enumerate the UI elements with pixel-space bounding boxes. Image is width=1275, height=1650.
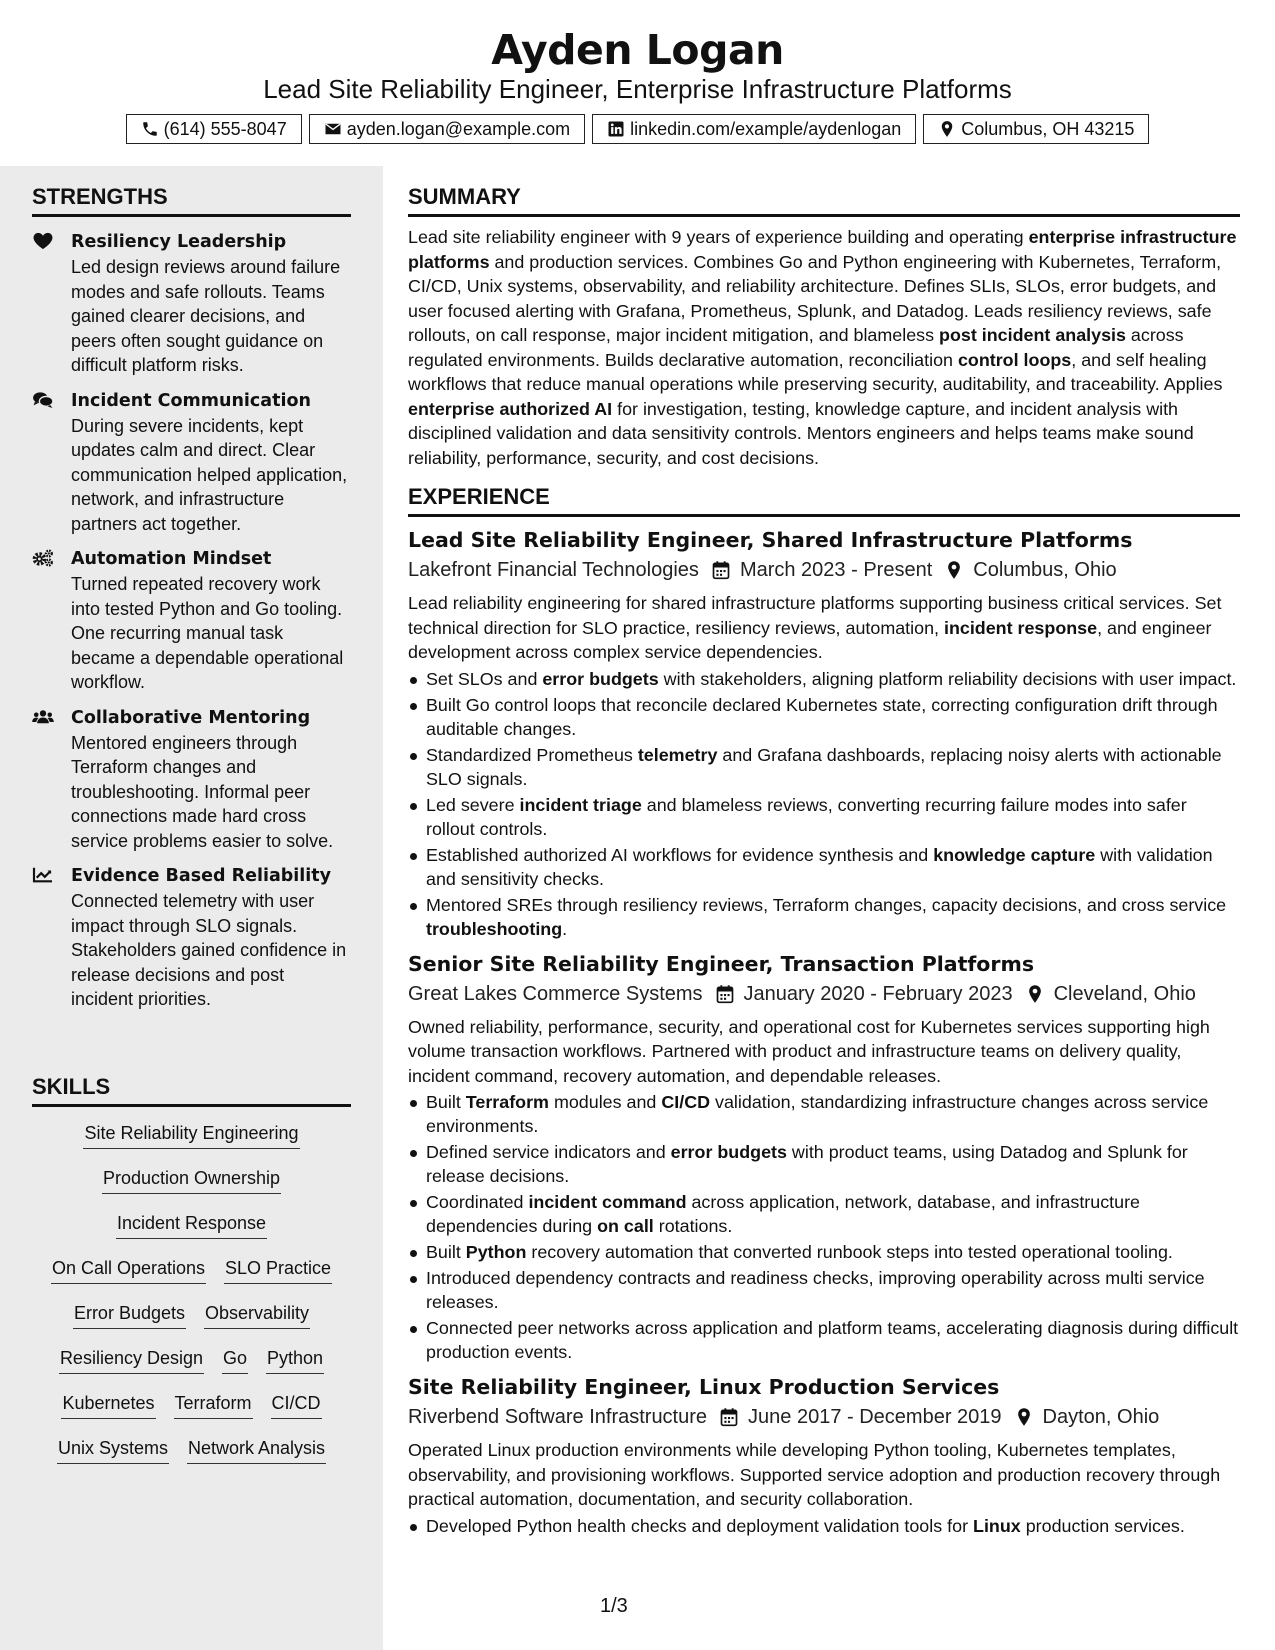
- resume-header: [0, 0, 1275, 166]
- job-bullet: Developed Python health checks and deployment validation tools for Linux production services.: [408, 1514, 1240, 1538]
- skill-tag: Network Analysis: [187, 1436, 326, 1464]
- contact-phone-text: (614) 555-8047: [163, 118, 287, 139]
- strength-item: [32, 863, 351, 1012]
- job-entry: [408, 525, 1240, 941]
- contact-linkedin[interactable]: [592, 114, 916, 144]
- contact-location-text: Columbus, OH 43215: [961, 118, 1135, 139]
- candidate-headline: Lead Site Reliability Engineer, Enterprise Infrastructure Platforms: [263, 74, 1012, 104]
- strength-item: [32, 705, 351, 854]
- skill-tag: Error Budgets: [73, 1301, 186, 1329]
- line-chart-icon: [32, 866, 54, 884]
- skill-row: [32, 1256, 351, 1301]
- job-bullets: [408, 667, 1240, 941]
- job-description: Operated Linux production environments while developing Python tooling, Kubernetes templates, observability, and provisioning workflows. Supported service adoption and production recovery through practical automation, documentation, and security collaboration.: [408, 1440, 1221, 1509]
- job-description: Owned reliability, performance, security, and operational cost for Kubernetes services supporting high volume transaction workflows. Partnered with product and infrastructure teams on delivery quality, incident command, recovery automation, and dependable releases.: [408, 1016, 1210, 1086]
- job-dates: March 2023 - Present: [739, 559, 933, 581]
- job-bullets: [408, 1514, 1240, 1538]
- job-location: Cleveland, Ohio: [1053, 982, 1196, 1005]
- job-bullet: Mentored SREs through resiliency reviews, Terraform changes, capacity decisions, and cross service troubleshooting.: [408, 893, 1240, 941]
- job-description: Lead reliability engineering for shared infrastructure platforms supporting business critical services. Set technical direction for SLO practice, resiliency reviews, automation, incident response, and engineer development across complex service dependencies.: [408, 593, 1222, 662]
- skill-tag: Python: [266, 1346, 324, 1374]
- skill-row: [32, 1346, 351, 1391]
- job-bullets: [408, 1090, 1240, 1364]
- skill-tag: Site Reliability Engineering: [83, 1121, 299, 1149]
- job-dates: January 2020 - February 2023: [743, 982, 1013, 1005]
- skills-section: [32, 1074, 351, 1481]
- strength-desc: Mentored engineers through Terraform changes and troubleshooting. Informal peer connections made hard cross service problems easier to solve.: [71, 732, 334, 851]
- skills-list: [32, 1121, 351, 1481]
- skill-row: [32, 1436, 351, 1481]
- contact-phone[interactable]: [126, 114, 302, 144]
- job-meta: [408, 979, 1240, 1009]
- skill-tag: Go: [222, 1346, 248, 1374]
- heart-icon: [32, 232, 54, 250]
- contact-bar: [0, 114, 1275, 144]
- job-bullet: Coordinated incident command across application, network, database, and infrastructure dependencies during on call rotations.: [408, 1190, 1240, 1238]
- users-icon: [32, 708, 54, 726]
- job-bullet: Standardized Prometheus telemetry and Grafana dashboards, replacing noisy alerts with actionable SLO signals.: [408, 743, 1240, 791]
- map-pin-icon: [1025, 984, 1045, 1004]
- job-entry: [408, 1372, 1240, 1538]
- strength-title: Incident Communication: [71, 390, 311, 411]
- strength-item: [32, 546, 351, 695]
- strength-title: Resiliency Leadership: [71, 232, 287, 252]
- contact-email[interactable]: [309, 114, 585, 144]
- job-company: Great Lakes Commerce Systems: [408, 982, 703, 1005]
- summary-section: [408, 184, 1240, 470]
- strength-title: Automation Mindset: [71, 549, 272, 569]
- job-bullet: Set SLOs and error budgets with stakeholders, aligning platform reliability decisions with user impact.: [408, 667, 1240, 691]
- candidate-name: Ayden Logan: [491, 26, 784, 74]
- map-pin-icon: [938, 120, 956, 138]
- strength-title: Evidence Based Reliability: [71, 866, 332, 886]
- job-entry: [408, 949, 1240, 1365]
- strengths-section: [32, 184, 351, 1012]
- calendar-icon: [719, 1407, 739, 1427]
- skill-tag: Terraform: [174, 1391, 253, 1419]
- strength-desc: Turned repeated recovery work into tested Python and Go tooling. One recurring manual task became a dependable operational workflow.: [71, 574, 344, 692]
- summary-heading: SUMMARY: [408, 184, 1240, 217]
- job-company: Riverbend Software Infrastructure: [408, 1406, 708, 1428]
- gears-icon: [32, 549, 54, 567]
- job-bullet: Built Go control loops that reconcile declared Kubernetes state, correcting configuration drift through auditable changes.: [408, 693, 1240, 741]
- summary-text: Lead site reliability engineer with 9 years of experience building and operating enterprise infrastructure platforms and production services. Combines Go and Python engineering with Kubernetes, Terraform, CI/CD, Unix systems, observability, and reliability architecture. Defines SLIs, SLOs, error budgets, and user focused alerting with Grafana, Prometheus, Splunk, and Datadog. Leads resiliency reviews, safe rollouts, on call response, major incident mitigation, and blameless post incident analysis across regulated environments. Builds declarative automation, reconciliation control loops, and self healing workflows that reduce manual operations while preserving security, auditability, and traceability. Applies enterprise authorized AI for investigation, testing, knowledge capture, and incident analysis with disciplined validation and data sensitivity controls. Mentors engineers and helps teams make sound reliability, performance, security, and cost decisions.: [408, 227, 1237, 468]
- job-bullet: Built Terraform modules and CI/CD validation, standardizing infrastructure changes across service environments.: [408, 1090, 1240, 1138]
- skill-row: [32, 1166, 351, 1211]
- page-number: 1/3: [600, 1595, 628, 1617]
- job-title: Lead Site Reliability Engineer, Shared Infrastructure Platforms: [408, 528, 1133, 552]
- skill-tag: SLO Practice: [224, 1256, 332, 1284]
- job-bullet: Connected peer networks across application and platform teams, accelerating diagnosis during difficult production events.: [408, 1316, 1240, 1364]
- experience-section: [408, 484, 1240, 1540]
- job-bullet: Built Python recovery automation that converted runbook steps into tested operational tooling.: [408, 1240, 1240, 1264]
- skill-tag: Resiliency Design: [59, 1346, 204, 1374]
- skill-tag: CI/CD: [271, 1391, 322, 1419]
- strength-item: [32, 388, 351, 537]
- strength-desc: During severe incidents, kept updates calm and direct. Clear communication helped application, network, and infrastructure partners act together.: [71, 415, 348, 534]
- strengths-heading: STRENGTHS: [32, 184, 351, 217]
- linkedin-icon: [607, 120, 625, 138]
- phone-icon: [141, 120, 159, 138]
- job-meta: [408, 555, 1240, 585]
- calendar-icon: [715, 984, 735, 1004]
- calendar-icon: [711, 560, 731, 580]
- job-location: Dayton, Ohio: [1042, 1406, 1160, 1428]
- contact-linkedin-text: linkedin.com/example/aydenlogan: [630, 118, 902, 139]
- skill-tag: On Call Operations: [51, 1256, 206, 1284]
- job-bullet: Introduced dependency contracts and readiness checks, improving operability across multi service releases.: [408, 1266, 1240, 1314]
- contact-location: [923, 114, 1149, 144]
- job-bullet: Defined service indicators and error budgets with product teams, using Datadog and Splunk for release decisions.: [408, 1140, 1240, 1188]
- map-pin-icon: [944, 560, 964, 580]
- skill-row: [32, 1121, 351, 1166]
- contact-email-text: ayden.logan@example.com: [346, 118, 571, 139]
- job-meta: [408, 1402, 1240, 1432]
- job-title: Site Reliability Engineer, Linux Production Services: [408, 1375, 1000, 1399]
- strength-title: Collaborative Mentoring: [71, 707, 311, 728]
- job-title: Senior Site Reliability Engineer, Transaction Platforms: [408, 951, 1035, 976]
- skill-tag: Kubernetes: [61, 1391, 155, 1419]
- job-dates: June 2017 - December 2019: [748, 1406, 1002, 1428]
- skill-row: [32, 1301, 351, 1346]
- skill-tag: Production Ownership: [102, 1166, 281, 1194]
- strength-item: [32, 229, 351, 378]
- skills-heading: SKILLS: [32, 1074, 351, 1107]
- map-pin-icon: [1014, 1407, 1034, 1427]
- job-location: Columbus, Ohio: [973, 559, 1117, 581]
- job-bullet: Established authorized AI workflows for evidence synthesis and knowledge capture with validation and sensitivity checks.: [408, 843, 1240, 891]
- envelope-icon: [324, 120, 342, 138]
- chat-bubbles-icon: [32, 391, 54, 409]
- job-bullet: Led severe incident triage and blameless reviews, converting recurring failure modes into safer rollout controls.: [408, 793, 1240, 841]
- strength-desc: Connected telemetry with user impact through SLO signals. Stakeholders gained confidence in release decisions and post incident priorities.: [71, 891, 347, 1009]
- skill-tag: Observability: [204, 1301, 310, 1329]
- skill-row: [32, 1391, 351, 1436]
- sidebar: [0, 166, 383, 1650]
- skill-row: [32, 1211, 351, 1256]
- job-company: Lakefront Financial Technologies: [408, 559, 699, 581]
- experience-heading: EXPERIENCE: [408, 484, 1240, 517]
- skill-tag: Incident Response: [116, 1211, 267, 1239]
- strength-desc: Led design reviews around failure modes and safe rollouts. Teams gained clearer decisions, and peers often sought guidance on difficult platform risks.: [71, 257, 341, 375]
- skill-tag: Unix Systems: [57, 1436, 169, 1464]
